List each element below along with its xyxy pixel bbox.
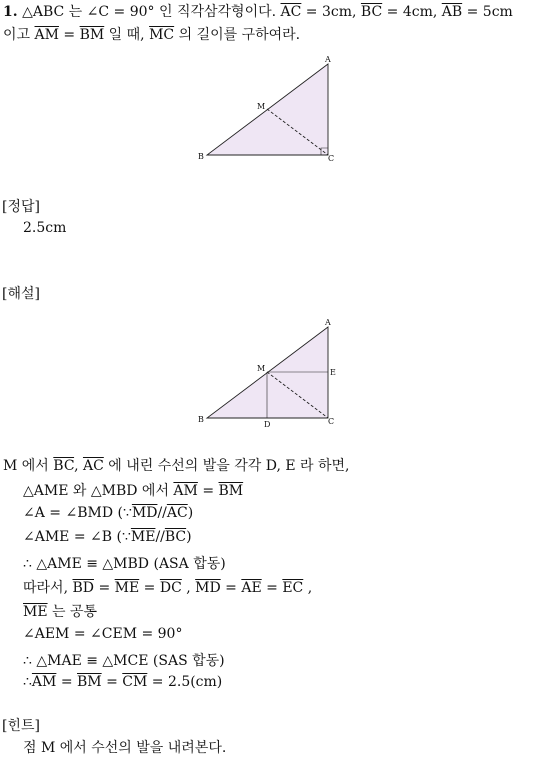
label-m: M bbox=[257, 364, 266, 373]
solution-line-7: ∠AEM = ∠CEM = 90° bbox=[23, 626, 183, 642]
answer-value: 2.5cm bbox=[23, 220, 67, 236]
triangle-figure-2 bbox=[195, 315, 345, 431]
label-a: A bbox=[325, 318, 331, 327]
solution-line-6: $\overline{ME}$ 는 공통 bbox=[23, 604, 98, 620]
label-c: C bbox=[328, 154, 335, 163]
answer-heading: [정답] bbox=[2, 199, 40, 215]
solution-intro: M 에서 $\overline{BC}$, $\overline{AC}$ 에 내린 수선의 발을 각각 D, E 라 하면, bbox=[3, 458, 350, 474]
label-d: D bbox=[264, 420, 271, 429]
label-b: B bbox=[198, 415, 204, 424]
problem-line-2: 이고 $\overline{AM} = \overline{BM}$ 일 때, $\overline{MC}$ 의 길이를 구하여라. bbox=[3, 27, 301, 43]
problem-number: 1. bbox=[3, 4, 18, 20]
label-b: B bbox=[198, 152, 204, 161]
solution-line-2: ∠A = ∠BMD $(\because\overline{MD}//\overline{AC})$ bbox=[23, 505, 194, 521]
solution-line-1: △AME 와 △MBD 에서 $\overline{AM} = \overline{BM}$ bbox=[23, 483, 244, 499]
hint-text: 점 M 에서 수선의 발을 내려본다. bbox=[23, 740, 227, 756]
solution-line-5: 따라서, $\overline{BD} = \overline{ME} = \overline{DC}$ , $\overline{MD} = \overline{AE} = \overline{EC}$ , bbox=[23, 580, 313, 596]
solution-line-3: ∠AME = ∠B $(\because\overline{ME}//\overline{BC})$ bbox=[23, 529, 192, 545]
label-e: E bbox=[330, 368, 336, 377]
triangle-figure-1 bbox=[195, 52, 345, 168]
solution-line-8: ∴ △MAE ≡ △MCE (SAS 합동) bbox=[23, 653, 225, 669]
label-c: C bbox=[328, 417, 335, 426]
problem-line-1: 1. △ABC 는 ∠C = 90° 인 직각삼각형이다. $\overline{AC} = 3cm$, $\overline{BC} = 4cm$, $\overline{AB} = 5cm$ bbox=[3, 4, 513, 20]
solution-line-9: $\therefore\overline{AM} = \overline{BM} = \overline{CM} = 2.5(cm)$ bbox=[23, 674, 223, 690]
solution-heading: [해설] bbox=[2, 286, 40, 302]
label-a: A bbox=[325, 55, 331, 64]
solution-line-4: ∴ △AME ≡ △MBD (ASA 합동) bbox=[23, 556, 226, 572]
label-m: M bbox=[257, 102, 266, 111]
hint-heading: [힌트] bbox=[2, 718, 40, 734]
